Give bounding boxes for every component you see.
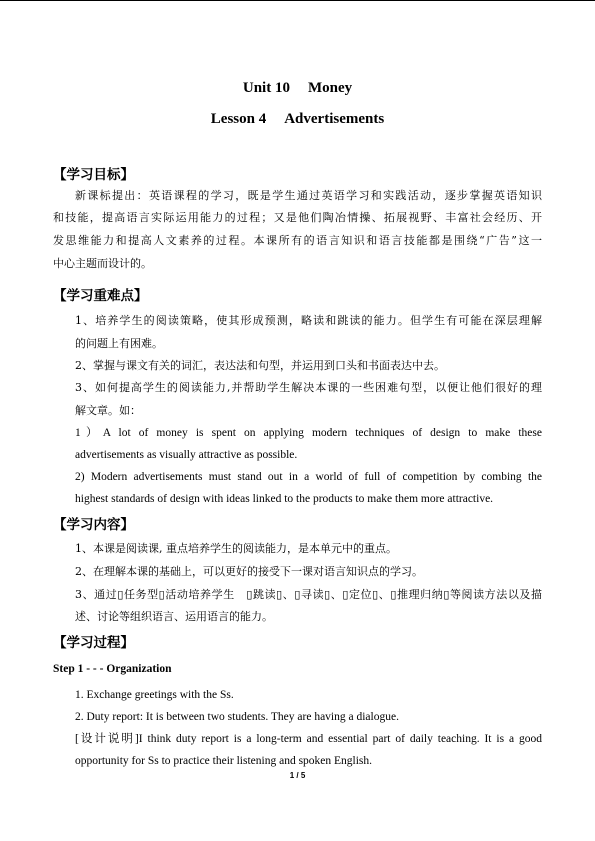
key-points-line-3: 2、掌握与课文有关的词汇，表达法和句型，并运用到口头和书面表达中去。	[75, 359, 445, 372]
content-line-2: 2、在理解本课的基础上，可以更好的接受下一课对语言知识点的学习。	[75, 565, 423, 578]
content-line-3: 3、通过▯任务型▯活动培养学生 ▯跳读▯、▯寻读▯、▯定位▯、▯推理归纳▯等阅读方法以及描	[75, 588, 542, 601]
key-points-line-1: 1、培养学生的阅读策略，使其形成预测，略读和跳读的能力。但学生有可能在深层理解	[75, 314, 542, 327]
lesson-title	[0, 111, 595, 128]
objectives-line-2: 和技能，提高语言实际运用能力的过程；又是他们陶冶情操、拓展视野、丰富社会经历、开	[53, 211, 542, 224]
lesson-label: Lesson 4	[210, 111, 267, 127]
key-points-example-1b: advertisements as visually attractive as possible.	[75, 449, 298, 461]
section-heading-key-points: 【学习重难点】	[53, 288, 148, 304]
unit-topic: Money	[307, 80, 353, 96]
step-1-heading: Step 1 - - - Organization	[53, 663, 172, 675]
key-points-line-2: 的问题上有困难。	[75, 337, 163, 350]
key-points-line-4: 3、如何提高学生的阅读能力,并帮助学生解决本课的一些困难句型，以便让他们很好的理	[75, 381, 542, 394]
key-points-example-2b: highest standards of design with ideas linked to the products to make them more attractive.	[75, 493, 494, 505]
content-line-4: 述、讨论等组织语言、运用语言的能力。	[75, 610, 273, 623]
objectives-line-3: 发思维能力和提高人文素养的过程。本课所有的语言知识和语言技能都是围绕“广告”这一	[53, 234, 542, 247]
key-points-example-1a: 1）A lot of money is spent on applying modern techniques of design to make these	[75, 427, 542, 439]
page-top-border	[0, 0, 595, 1]
objectives-line-1: 新课标提出：英语课程的学习，既是学生通过英语学习和实践活动，逐步掌握英语知识	[75, 189, 542, 202]
section-heading-process: 【学习过程】	[53, 635, 134, 651]
section-heading-content: 【学习内容】	[53, 517, 134, 533]
key-points-line-5: 解文章。如：	[75, 404, 141, 417]
process-line-3: [设计说明]I think duty report is a long-term and essential part of daily teaching. It is a good	[75, 733, 542, 745]
process-line-2: 2. Duty report: It is between two students. They are having a dialogue.	[75, 711, 399, 723]
key-points-example-2a: 2) Modern advertisements must stand out in a world of full of competition by combing the	[75, 471, 542, 483]
content-line-1: 1、本课是阅读课, 重点培养学生的阅读能力，是本单元中的重点。	[75, 542, 397, 555]
process-line-4: opportunity for Ss to practice their listening and spoken English.	[75, 755, 373, 767]
section-heading-objectives: 【学习目标】	[53, 167, 134, 183]
page-number: 1 / 5	[289, 771, 306, 780]
objectives-line-4: 中心主题而设计的。	[53, 257, 152, 270]
unit-title	[0, 80, 595, 97]
lesson-topic: Advertisements	[284, 111, 385, 127]
unit-label: Unit 10	[242, 80, 290, 96]
process-line-1: 1. Exchange greetings with the Ss.	[75, 689, 234, 701]
